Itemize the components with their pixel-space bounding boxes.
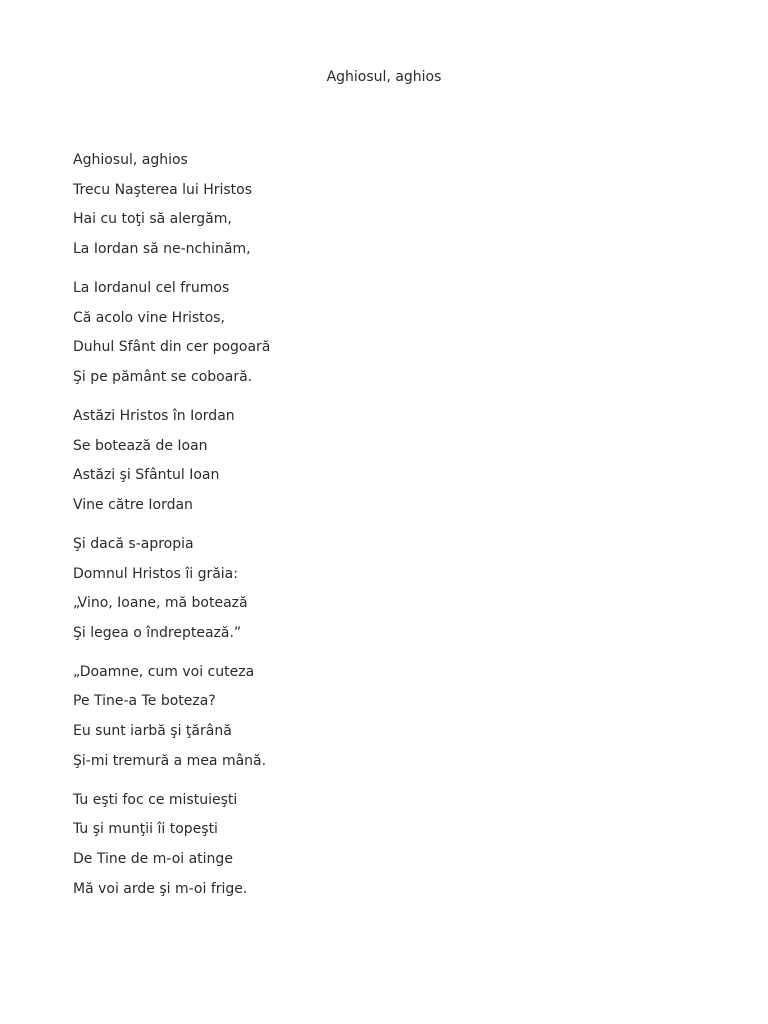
poem-line: Domnul Hristos îi grăia: — [73, 565, 238, 582]
poem-line: „Vino, Ioane, mă botează — [73, 595, 248, 612]
poem-line: Se botează de Ioan — [73, 437, 208, 454]
poem-line: „Doamne, cum voi cuteza — [73, 663, 255, 680]
poem-line: Că acolo vine Hristos, — [73, 309, 225, 326]
poem-line: De Tine de m-oi atinge — [73, 851, 233, 868]
poem-line: Şi dacă s-apropia — [73, 535, 194, 552]
poem-line: Astăzi Hristos în Iordan — [73, 407, 235, 424]
poem-line: Vine către Iordan — [73, 496, 193, 513]
stanza-5 — [73, 658, 693, 776]
stanza-6 — [73, 786, 693, 904]
poem-line: Şi-mi tremură a mea mână. — [73, 752, 267, 769]
poem-body — [73, 146, 693, 914]
stanza-4 — [73, 530, 693, 648]
poem-line: Duhul Sfânt din cer pogoară — [73, 339, 271, 356]
poem-line: Tu eşti foc ce mistuieşti — [73, 791, 238, 808]
poem-line: Mă voi arde şi m-oi frige. — [73, 880, 248, 897]
poem-line: La Iordanul cel frumos — [73, 279, 230, 296]
stanza-1 — [73, 146, 693, 264]
document-title: Aghiosul, aghios — [326, 69, 442, 85]
poem-line: Şi legea o îndreptează.” — [73, 624, 242, 641]
poem-line: La Iordan să ne-nchinăm, — [73, 240, 251, 257]
poem-line: Pe Tine-a Te boteza? — [73, 693, 216, 710]
stanza-2 — [73, 274, 693, 392]
poem-line: Şi pe pământ se coboară. — [73, 368, 253, 385]
poem-line: Tu şi munţii îi topeşti — [73, 821, 218, 838]
poem-line: Trecu Naşterea lui Hristos — [73, 181, 253, 198]
poem-line: Eu sunt iarbă şi ţărână — [73, 723, 232, 740]
poem-line: Hai cu toţi să alergăm, — [73, 211, 232, 228]
poem-line: Aghiosul, aghios — [73, 152, 188, 168]
poem-line: Astăzi şi Sfântul Ioan — [73, 467, 220, 484]
stanza-3 — [73, 402, 693, 520]
